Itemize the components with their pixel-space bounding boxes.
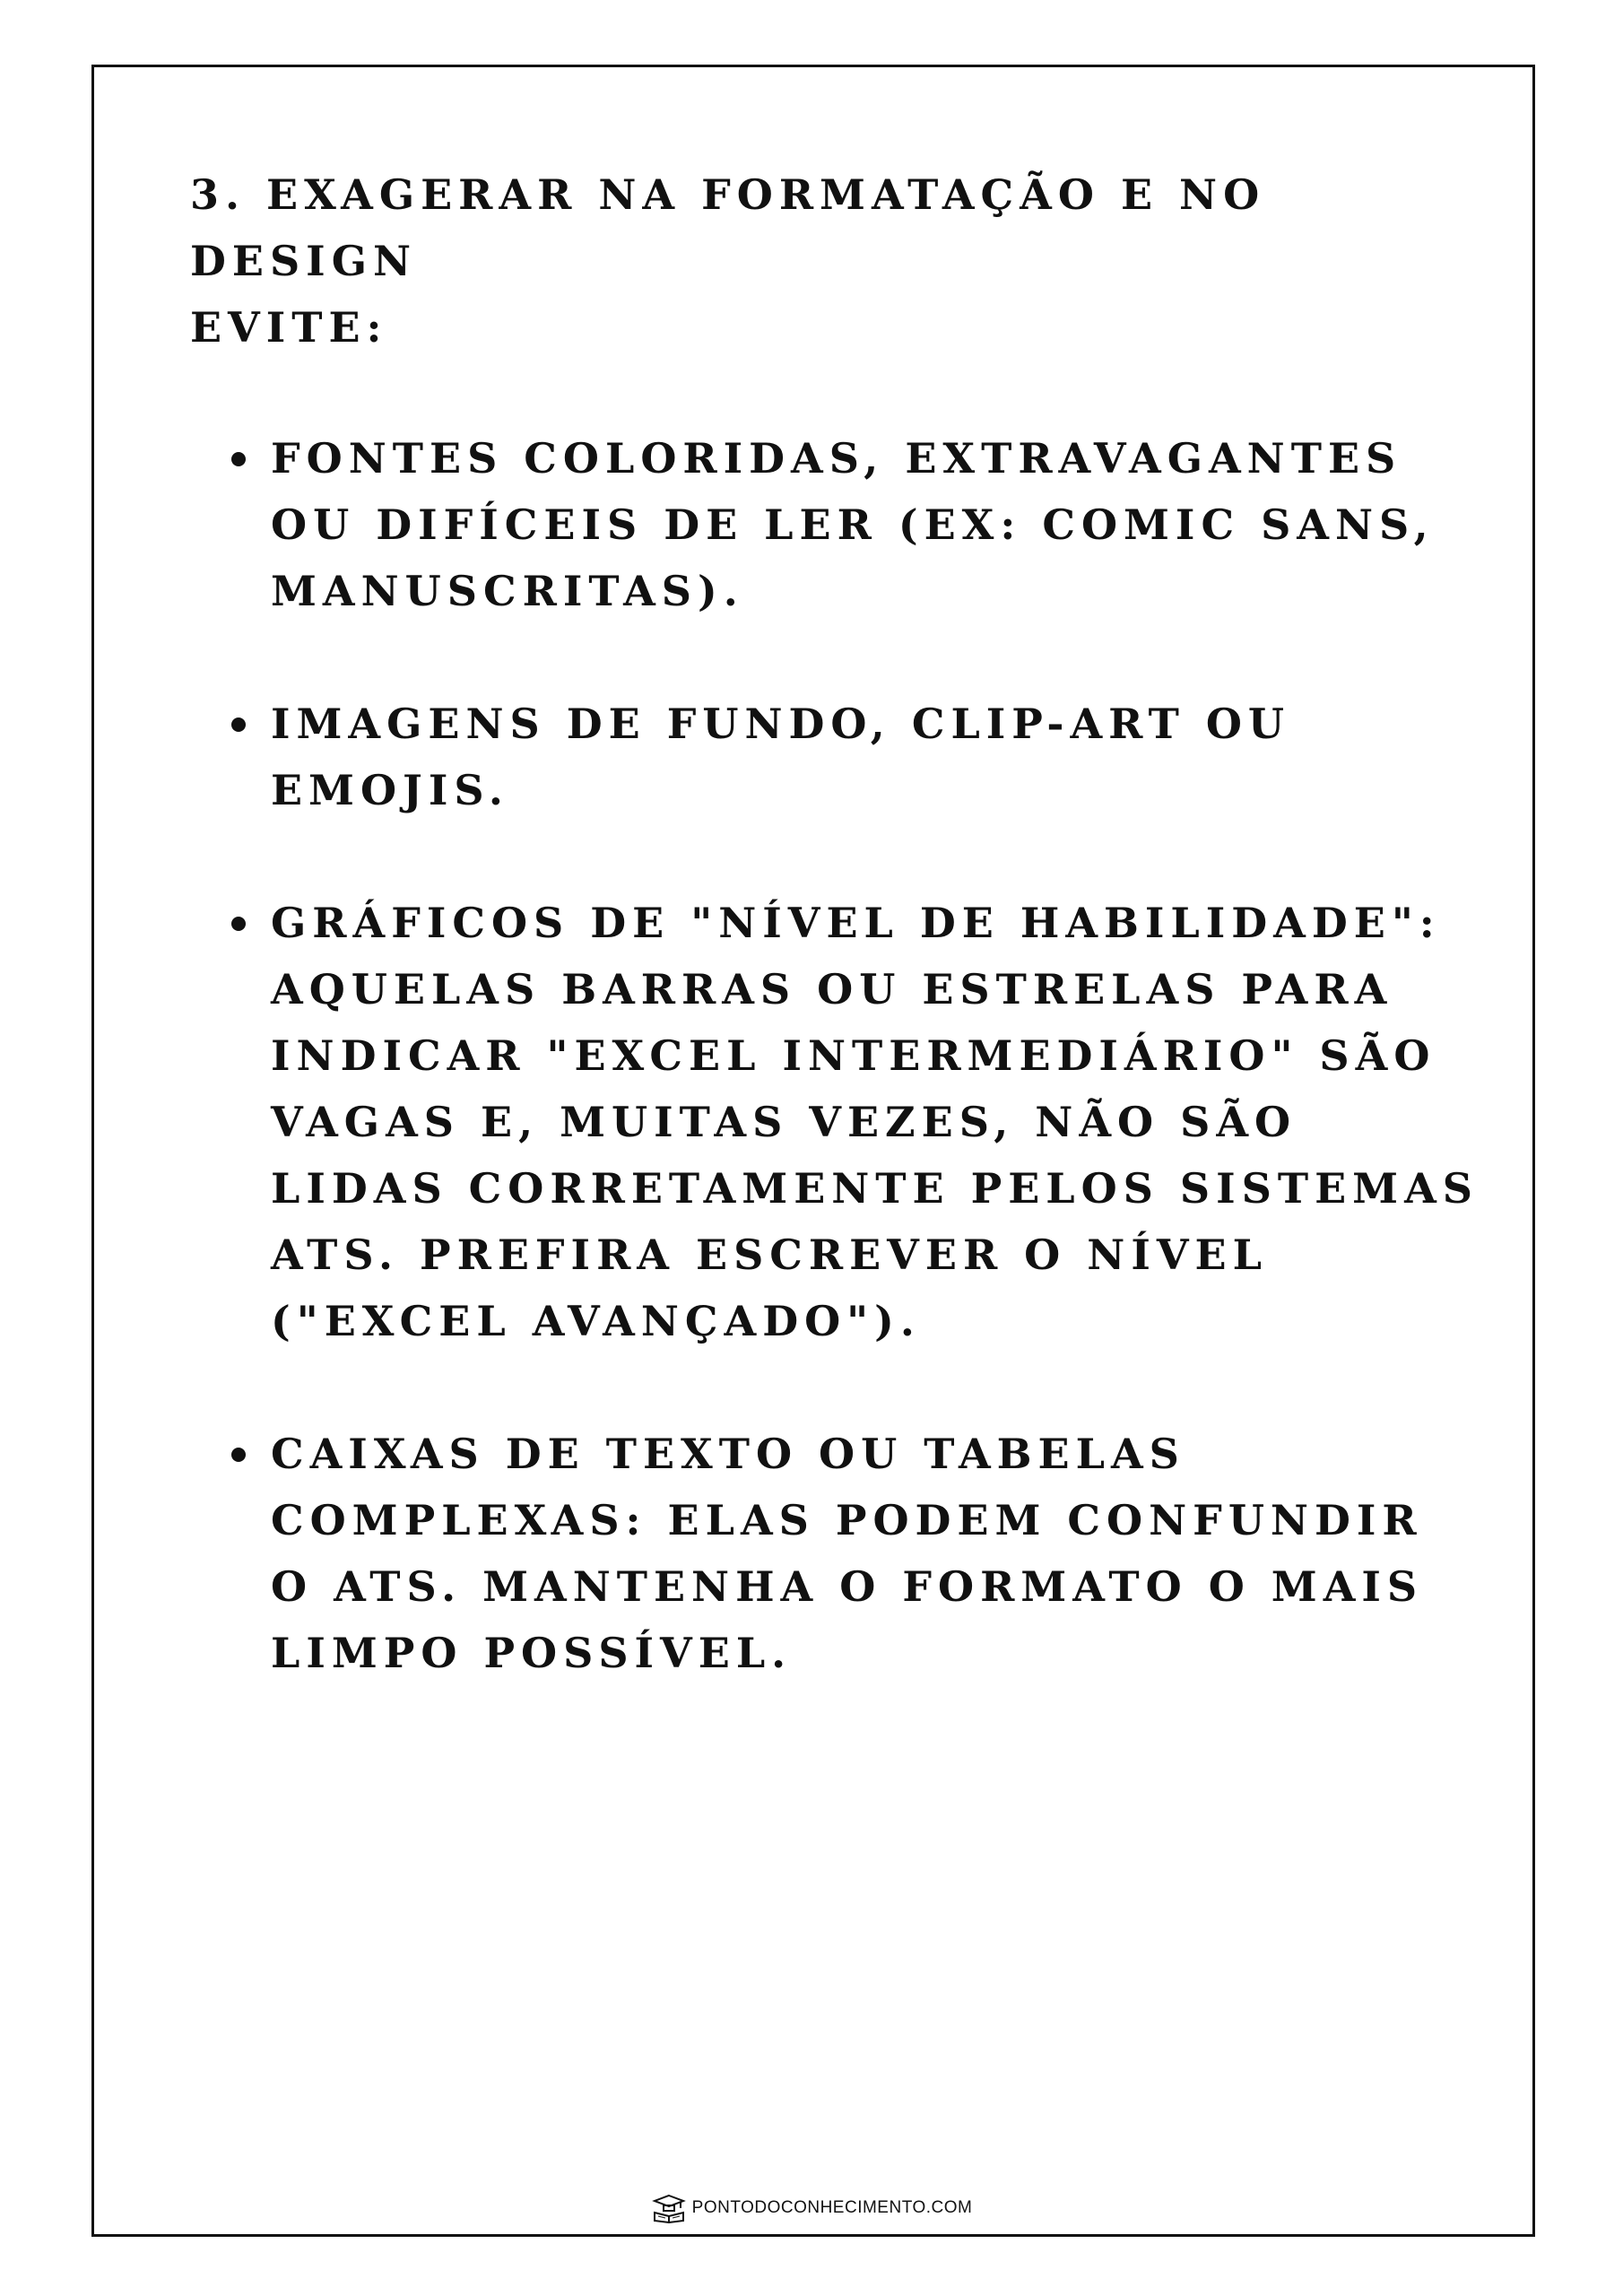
list-item-text: CAIXAS DE TEXTO OU TABELAS COMPLEXAS: ELAS PODEM CONFUNDIR O ATS. MANTENHA O FORMATO O MAIS LIMPO POSSÍVEL. xyxy=(271,1430,1424,1677)
heading-line-1: 3. EXAGERAR NA FORMATAÇÃO E NO DESIGN xyxy=(190,170,1266,285)
list-item-text: GRÁFICOS DE "NÍVEL DE HABILIDADE": AQUELAS BARRAS OU ESTRELAS PARA INDICAR "EXCEL INTERMEDIÁRIO" SÃO VAGAS E, MUITAS VEZES, NÃO SÃO LIDAS CORRETAMENTE PELOS SISTEMAS ATS. PREFIRA ESCREVER O NÍVEL ("EXCEL AVANÇADO"). xyxy=(271,899,1479,1345)
list-item-text: FONTES COLORIDAS, EXTRAVAGANTES OU DIFÍCEIS DE LER (EX: COMIC SANS, MANUSCRITAS). xyxy=(271,434,1435,615)
heading-line-2: EVITE: xyxy=(190,303,388,352)
bullet-icon xyxy=(231,1448,246,1462)
list-item xyxy=(190,425,1481,624)
section-heading xyxy=(190,161,1481,361)
footer xyxy=(0,2193,1623,2223)
list-item-text: IMAGENS DE FUNDO, CLIP-ART OU EMOJIS. xyxy=(271,700,1291,814)
document-content xyxy=(190,161,1481,1752)
graduation-book-icon xyxy=(651,2193,687,2223)
bullet-icon xyxy=(231,917,246,931)
bullet-icon xyxy=(231,718,246,732)
bullet-icon xyxy=(231,452,246,466)
list-item xyxy=(190,890,1481,1354)
list-item xyxy=(190,691,1481,823)
footer-site-name: PONTODOCONHECIMENTO.COM xyxy=(691,2198,973,2217)
list-item xyxy=(190,1421,1481,1686)
bullet-list xyxy=(190,425,1481,1686)
